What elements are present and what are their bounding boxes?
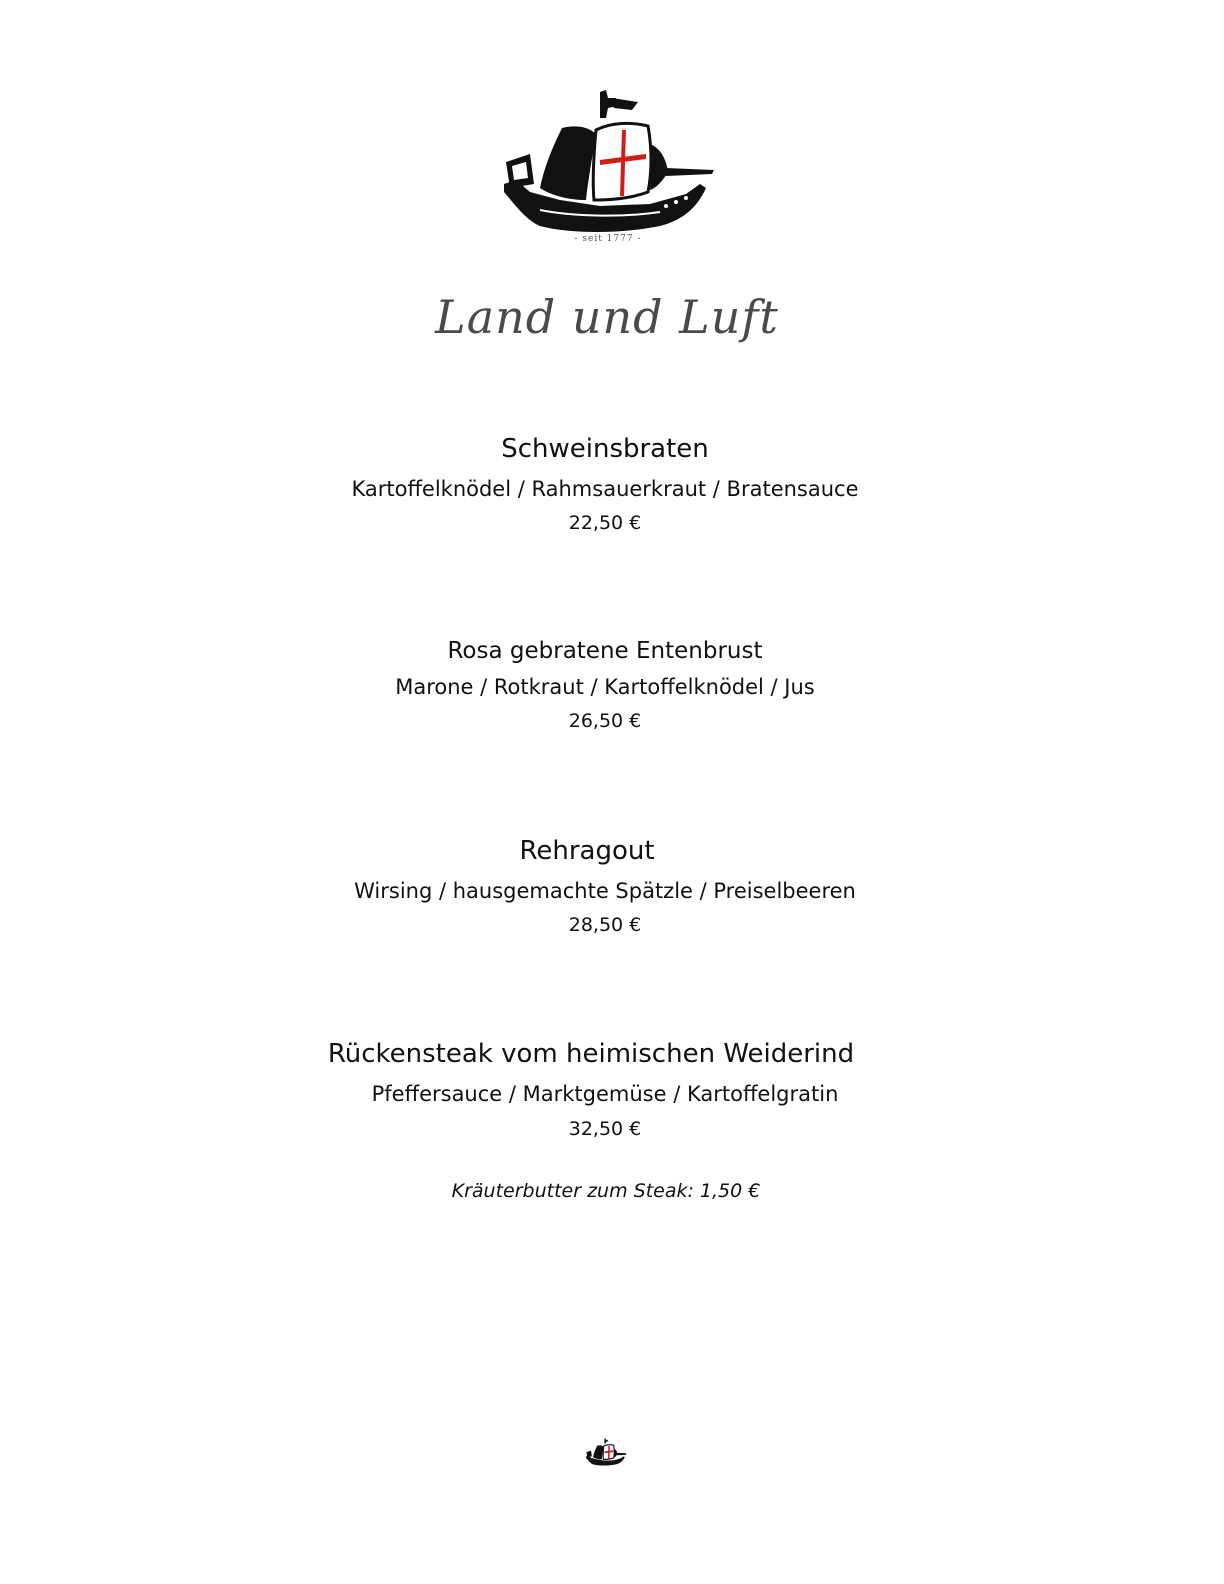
extra-note: Kräuterbutter zum Steak: 1,50 € [451,1180,761,1202]
dish-price: 28,50 € [568,914,642,936]
dish-name: Rückensteak vom heimischen Weiderind [327,1039,855,1069]
restaurant-logo [500,88,716,250]
menu-section-title: Land und Luft [435,290,779,344]
logo-caption: - seit 1777 - [574,234,642,244]
dish-sides: Wirsing / hausgemachte Spätzle / Preiselbeeren [354,879,856,903]
ship-icon [500,88,716,250]
dish-price: 32,50 € [568,1118,642,1140]
dish-name: Rehragout [519,836,655,866]
dish-sides: Kartoffelknödel / Rahmsauerkraut / Bratensauce [351,477,859,501]
dish-sides: Marone / Rotkraut / Kartoffelknödel / Jus [395,675,815,699]
dish-sides: Pfeffersauce / Marktgemüse / Kartoffelgratin [371,1082,839,1106]
dish-name: Rosa gebratene Entenbrust [447,638,763,664]
dish-price: 26,50 € [568,710,642,732]
dish-price: 22,50 € [568,512,642,534]
ship-small-icon [585,1438,627,1469]
footer-logo [585,1438,627,1469]
dish-name: Schweinsbraten [501,434,709,464]
